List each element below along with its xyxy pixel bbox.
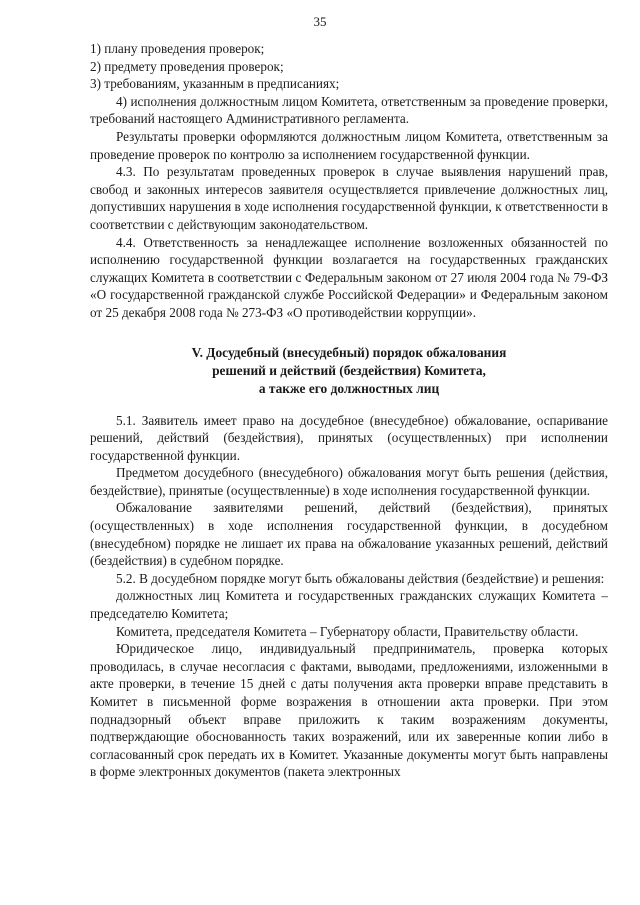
paragraph: должностных лиц Комитета и государственных гражданских служащих Комитета – председателю Комитета; [90,588,608,622]
section-title-line: а также его должностных лиц [258,380,440,396]
paragraph: Предметом досудебного (внесудебного) обжалования могут быть решения (действия, бездействие), принятые (осуществленные) в ходе исполнения государственной функции. [90,465,608,498]
paragraph: Обжалование заявителями решений, действий (бездействия), принятых (осуществленных) в ходе исполнения государственной функции, в досудебном (внесудебном) порядке не лишает их права на обжалование указанных решений, действий (бездействия) в судебном порядке. [90,500,608,569]
paragraph: 4.3. По результатам проведенных проверок в случае выявления нарушений прав, свобод и законных интересов заявителя осуществляется привлечение должностных лиц, допустивших нарушения в ходе исполнения государственной функции, к ответственности в соответствии с действующим законодательством. [90,164,608,232]
section-title-line: решений и действий (бездействия) Комитета, [212,362,486,378]
paragraph: 5.1. Заявитель имеет право на досудебное (внесудебное) обжалование, оспаривание решений, действий (бездействия), принятых (осуществленных) при исполнении государственной функции. [90,412,608,463]
list-item: 1) плану проведения проверок; [90,41,265,56]
paragraph: 4.4. Ответственность за ненадлежащее исполнение возложенных обязанностей по исполнению государственной функции возлагается на государственных гражданских служащих Комитета в соответствии с Федеральным законом от 27 июля 2004 года № 79-ФЗ «О государственной гражданской службе Российской Федерации» и Федеральным законом от 25 декабря 2008 года № 273-ФЗ «О противодействии коррупции». [90,234,608,320]
paragraph: Юридическое лицо, индивидуальный предприниматель, проверка которых проводилась, в случае несогласия с фактами, выводами, предложениями, изложенными в акте проверки, в течение 15 дней с даты получения акта проверки вправе представить в Комитет в письменной форме возражения в отношении акта проверки. При этом поднадзорный объект вправе приложить к таким возражениям документы, подтверждающие обоснованность таких возражений, или их заверенные копии либо в согласованный срок передать их в Комитет. Указанные документы могут быть направлены в форме электронных документов (пакета электронных [90,641,608,780]
section-title-line: V. Досудебный (внесудебный) порядок обжалования [191,344,507,360]
section-title [90,344,608,398]
paragraph: Комитета, председателя Комитета – Губернатору области, Правительству области. [116,623,579,639]
page-number: 35 [313,14,327,29]
paragraph: Результаты проверки оформляются должностным лицом Комитета, ответственным за проведение проверок по контролю за исполнением государственной функции. [90,128,608,162]
list-item: 4) исполнения должностным лицом Комитета, ответственным за проведение проверки, требований настоящего Административного регламента. [90,93,608,127]
list-item: 3) требованиям, указанным в предписаниях; [90,76,340,92]
document-body [90,40,608,781]
list-item: 2) предмету проведения проверок; [90,58,284,74]
paragraph: 5.2. В досудебном порядке могут быть обжалованы действия (бездействие) и решения: [116,570,605,586]
